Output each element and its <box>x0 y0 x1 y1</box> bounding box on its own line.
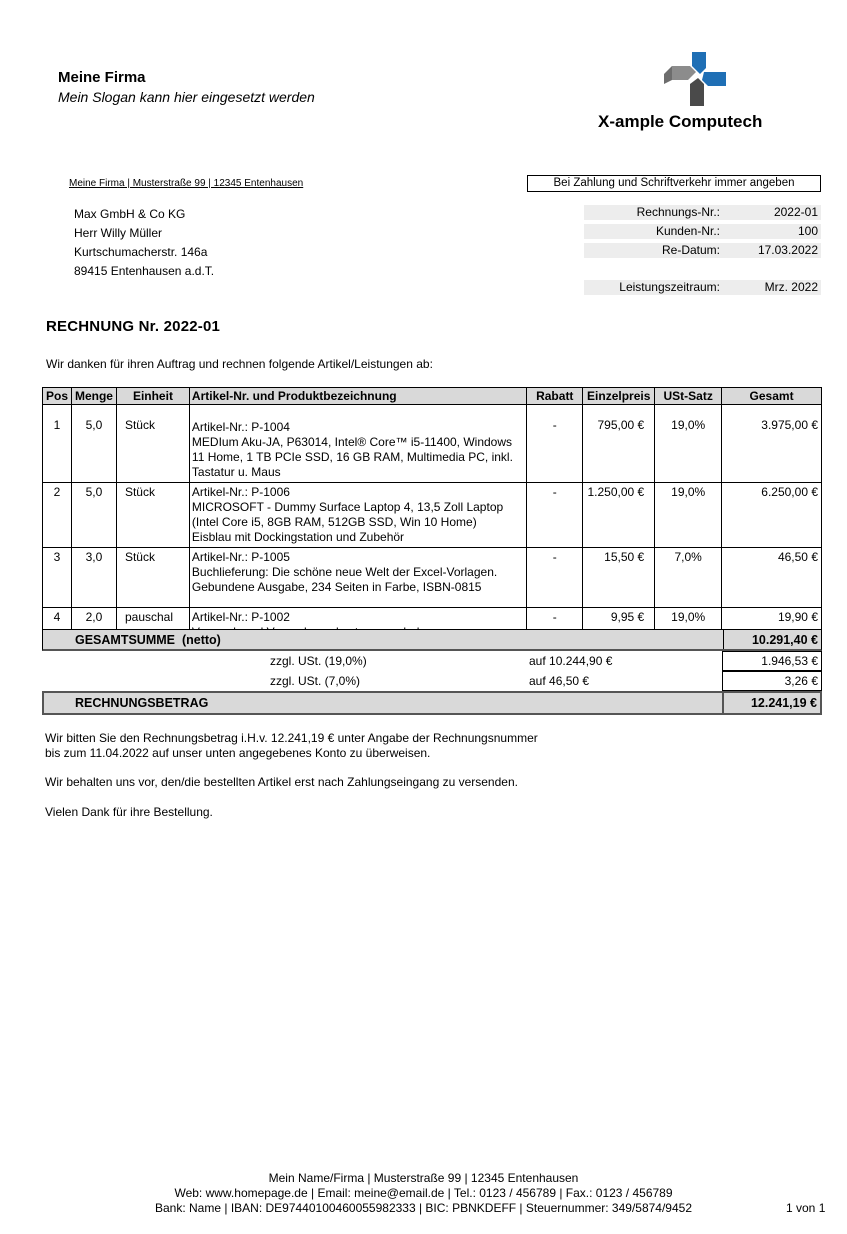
cell-pos: 1 <box>43 405 72 483</box>
cell-discount: - <box>527 483 583 548</box>
company-logo-icon <box>660 50 740 110</box>
sender-address-line: Meine Firma | Musterstraße 99 | 12345 Entenhausen <box>69 178 304 189</box>
desc-line: MEDIum Aku-JA, P63014, Intel® Core™ i5-11400, Windows <box>191 435 513 449</box>
vat-7-value: 3,26 € <box>722 671 822 691</box>
vat-7-label: zzgl. USt. (7,0%) <box>270 674 361 688</box>
cell-unit: Stück <box>116 405 189 483</box>
recipient-company: Max GmbH & Co KG <box>74 207 186 221</box>
invoice-number-label: Rechnungs-Nr.: <box>636 205 720 219</box>
desc-line: (Intel Core i5, 8GB RAM, 512GB SSD, Win 10 Home) <box>191 515 477 529</box>
col-header-discount: Rabatt <box>527 388 583 405</box>
net-total-label: GESAMTSUMME (netto) <box>75 633 221 647</box>
cell-description <box>189 483 526 548</box>
footer-contact: Web: www.homepage.de | Email: meine@email.de | Tel.: 0123 / 456789 | Fax.: 0123 / 456789 <box>174 1186 673 1200</box>
desc-line: Artikel-Nr.: P-1006 <box>191 485 290 499</box>
desc-line: Buchlieferung: Die schöne neue Welt der Excel-Vorlagen. <box>191 565 498 579</box>
vat-7-row <box>42 671 822 691</box>
net-total-value: 10.291,40 € <box>751 633 818 647</box>
customer-number-row <box>584 224 821 239</box>
desc-line: Artikel-Nr.: P-1004 <box>191 420 290 434</box>
vat-19-row <box>42 651 822 671</box>
cell-qty: 3,0 <box>71 548 116 608</box>
payment-instructions-line: Wir bitten Sie den Rechnungsbetrag i.H.v. 12.241,19 € unter Angabe der Rechnungsnummer <box>45 731 538 745</box>
invoice-title: RECHNUNG Nr. 2022-01 <box>46 318 221 335</box>
cell-pos: 2 <box>43 483 72 548</box>
company-name: Meine Firma <box>58 69 146 86</box>
customer-number-label: Kunden-Nr.: <box>655 224 720 238</box>
desc-line: Gebundene Ausgabe, 234 Seiten in Farbe, ISBN-0815 <box>191 580 482 594</box>
payment-instructions <box>45 731 538 761</box>
cell-total: 46,50 € <box>722 548 822 608</box>
invoice-date-row <box>584 243 821 258</box>
cell-total: 6.250,00 € <box>722 483 822 548</box>
logo-wordmark: X-ample Computech <box>598 112 763 131</box>
invoice-date-label: Re-Datum: <box>661 243 720 257</box>
page-number: 1 von 1 <box>786 1201 826 1215</box>
cell-discount: - <box>527 608 583 643</box>
cell-pos: 3 <box>43 548 72 608</box>
cell-total: 19,90 € <box>722 608 822 643</box>
cell-vat-rate: 19,0% <box>655 405 722 483</box>
cell-discount: - <box>527 548 583 608</box>
cell-unit: Stück <box>116 483 189 548</box>
invoice-number-row <box>584 205 821 220</box>
cell-qty: 2,0 <box>71 608 116 643</box>
desc-line: 11 Home, 1 TB PCIe SSD, 16 GB RAM, Multimedia PC, inkl. <box>191 450 513 464</box>
line-items-table <box>42 387 822 643</box>
cell-description <box>189 548 526 608</box>
page-footer <box>0 1171 847 1216</box>
invoice-number-value: 2022-01 <box>773 205 818 219</box>
desc-line: Artikel-Nr.: P-1005 <box>191 550 290 564</box>
invoice-total-row <box>42 691 822 715</box>
recipient-address <box>74 205 214 281</box>
cell-qty: 5,0 <box>71 483 116 548</box>
table-header-row <box>43 388 822 405</box>
col-header-vat-rate: USt-Satz <box>655 388 722 405</box>
cell-total: 3.975,00 € <box>722 405 822 483</box>
invoice-total-label: RECHNUNGSBETRAG <box>75 696 209 710</box>
shipping-note: Wir behalten uns vor, den/die bestellten Artikel erst nach Zahlungseingang zu versenden. <box>45 775 518 789</box>
cell-description <box>189 405 526 483</box>
invoice-total-value: 12.241,19 € <box>750 696 817 710</box>
col-header-unit-price: Einzelpreis <box>583 388 655 405</box>
company-slogan: Mein Slogan kann hier eingesetzt werden <box>58 89 315 105</box>
col-header-description: Artikel-Nr. und Produktbezeichnung <box>189 388 526 405</box>
desc-line: Eisblau mit Dockingstation und Zubehör <box>191 530 405 544</box>
desc-line: MICROSOFT - Dummy Surface Laptop 4, 13,5 Zoll Laptop <box>191 500 504 514</box>
recipient-contact: Herr Willy Müller <box>74 226 162 240</box>
thank-you-note: Vielen Dank für ihre Bestellung. <box>45 805 213 819</box>
vat-19-label: zzgl. USt. (19,0%) <box>270 654 367 668</box>
vat-19-value: 1.946,53 € <box>722 651 822 671</box>
cell-pos: 4 <box>43 608 72 643</box>
col-header-total: Gesamt <box>722 388 822 405</box>
desc-line: Tastatur u. Maus <box>191 465 281 479</box>
cell-vat-rate: 19,0% <box>655 608 722 643</box>
cell-vat-rate: 7,0% <box>655 548 722 608</box>
column-divider <box>722 691 724 715</box>
customer-number-value: 100 <box>797 224 818 238</box>
vat-7-base: auf 46,50 € <box>529 674 590 688</box>
cell-qty: 5,0 <box>71 405 116 483</box>
cell-unit: pauschal <box>116 608 189 643</box>
cell-unit-price: 795,00 € <box>583 405 655 483</box>
payment-instructions-line: bis zum 11.04.2022 auf unser unten angegebenes Konto zu überweisen. <box>45 746 431 760</box>
col-header-unit: Einheit <box>116 388 189 405</box>
footer-address: Mein Name/Firma | Musterstraße 99 | 12345 Entenhausen <box>268 1171 579 1185</box>
table-row <box>43 483 822 548</box>
cell-discount: - <box>527 405 583 483</box>
column-divider <box>723 630 724 649</box>
col-header-qty: Menge <box>71 388 116 405</box>
recipient-street: Kurtschumacherstr. 146a <box>74 245 208 259</box>
desc-line: Artikel-Nr.: P-1002 <box>191 610 290 624</box>
intro-text: Wir danken für ihren Auftrag und rechnen folgende Artikel/Leistungen ab: <box>46 357 433 371</box>
invoice-date-value: 17.03.2022 <box>757 243 818 257</box>
recipient-city: 89415 Entenhausen a.d.T. <box>74 264 215 278</box>
service-period-value: Mrz. 2022 <box>764 280 818 294</box>
cell-unit: Stück <box>116 548 189 608</box>
cell-vat-rate: 19,0% <box>655 483 722 548</box>
cell-unit-price: 15,50 € <box>583 548 655 608</box>
table-row <box>43 405 822 483</box>
payment-reference-note: Bei Zahlung und Schriftverkehr immer angeben <box>527 175 821 192</box>
table-row <box>43 548 822 608</box>
service-period-label: Leistungszeitraum: <box>619 280 720 294</box>
footer-bank: Bank: Name | IBAN: DE97440100460055982333 | BIC: PBNKDEFF | Steuernummer: 349/5874/9452 <box>155 1201 692 1215</box>
net-total-row <box>42 629 822 651</box>
cell-unit-price: 1.250,00 € <box>583 483 655 548</box>
service-period-row <box>584 280 821 295</box>
col-header-pos: Pos <box>43 388 72 405</box>
vat-19-base: auf 10.244,90 € <box>529 654 613 668</box>
cell-unit-price: 9,95 € <box>583 608 655 643</box>
